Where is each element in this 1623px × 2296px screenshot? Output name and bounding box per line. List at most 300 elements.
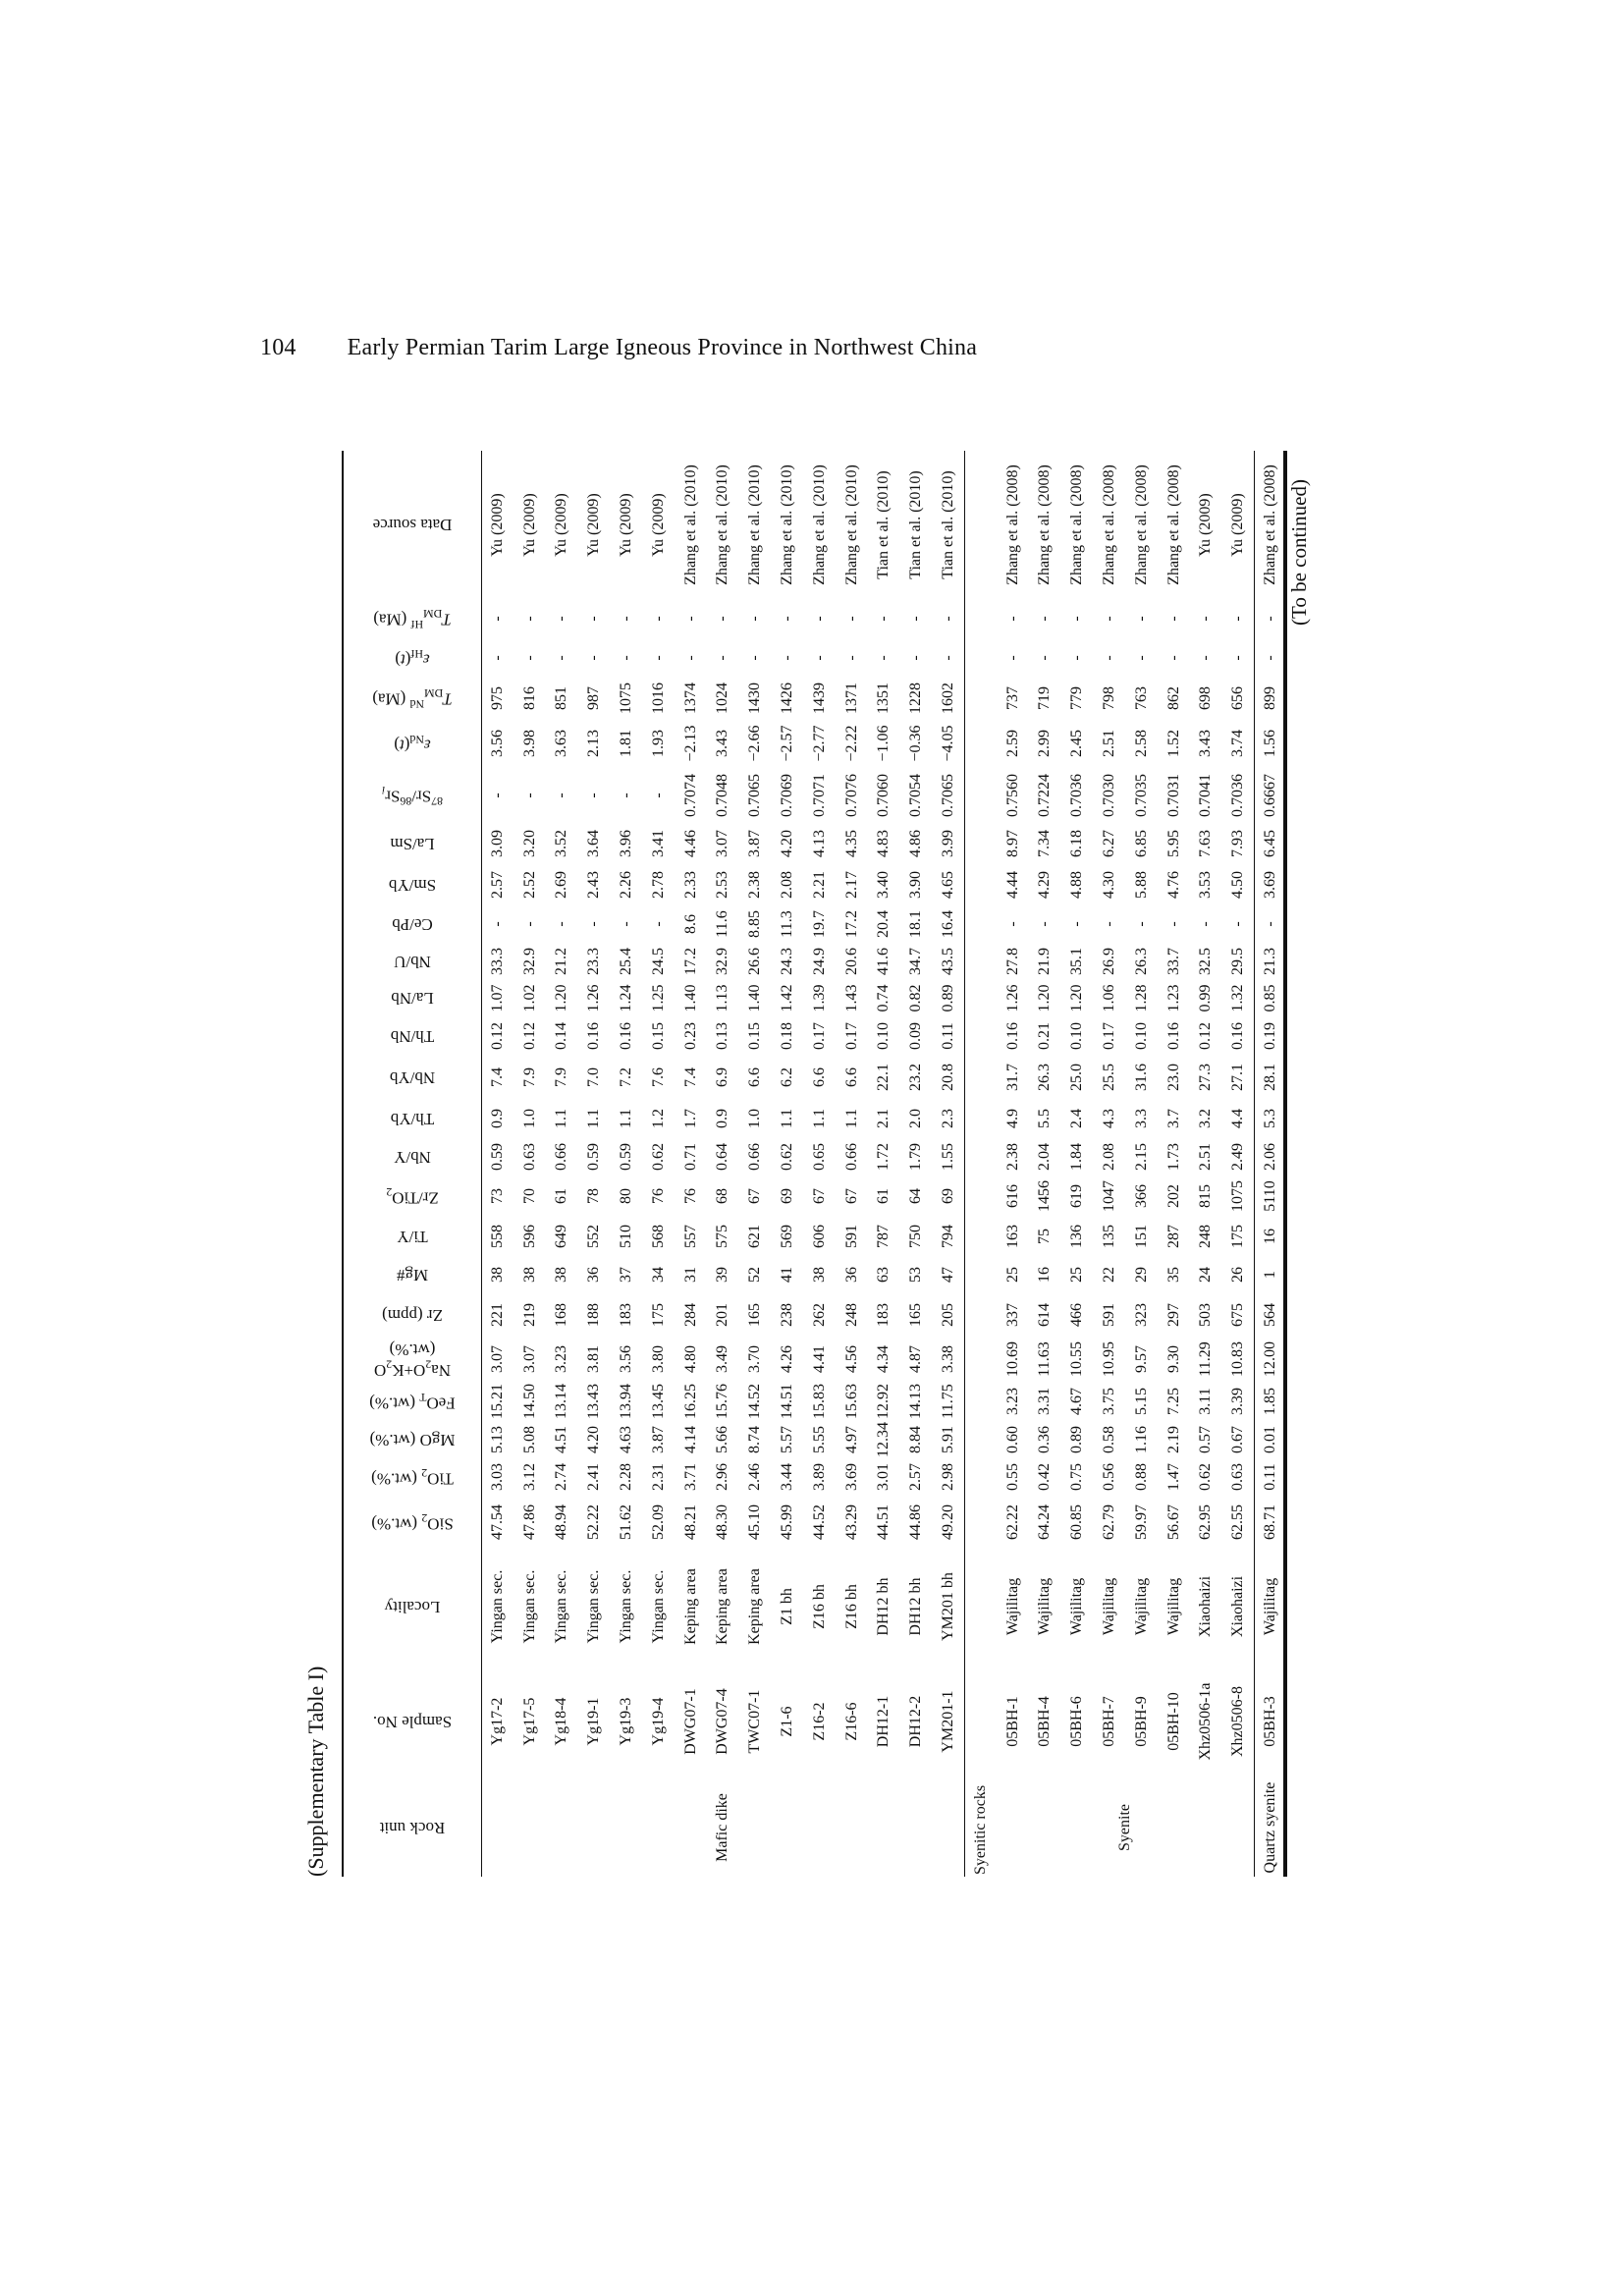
cell-nb-yb: 7.4 (489, 1067, 507, 1087)
column-header-sr87-sr86i (343, 768, 482, 823)
cell-tdm-hf: - (1101, 616, 1118, 622)
cell-la-sm: 3.09 (489, 830, 507, 857)
cell-mg-number: 63 (875, 1267, 893, 1283)
cell-tdm-hf: - (585, 616, 603, 622)
cell-zr-ppm: 219 (520, 1303, 538, 1327)
cell-la-nb: 1.43 (842, 984, 860, 1012)
cell-nb-y: 1.73 (1164, 1143, 1182, 1171)
cell-epsilon-hf: - (1101, 655, 1118, 661)
cell-sample-no: Xhz0506-1a (1197, 1682, 1215, 1761)
cell-feot: 15.63 (842, 1384, 860, 1419)
cell-nb-u: 21.9 (1036, 948, 1054, 975)
cell-th-nb: 0.16 (1164, 1022, 1182, 1050)
cell-ti-y: 606 (810, 1225, 828, 1248)
cell-zr-ppm: 188 (585, 1303, 603, 1327)
column-header-mgo (343, 1421, 482, 1458)
cell-th-yb: 0.9 (489, 1109, 507, 1128)
cell-epsilon-hf: - (714, 655, 731, 661)
cell-sr87-sr86i: 0.7074 (681, 774, 699, 817)
table-row (1190, 451, 1222, 1877)
cell-la-nb: 1.39 (810, 984, 828, 1012)
cell-sr87-sr86i: 0.7031 (1164, 774, 1182, 817)
cell-th-nb: 0.23 (681, 1022, 699, 1050)
cell-mg-number: 25 (1003, 1267, 1021, 1283)
cell-th-nb: 0.13 (714, 1022, 731, 1050)
cell-mgo: 5.57 (779, 1426, 796, 1453)
cell-tio2: 2.98 (939, 1463, 956, 1491)
column-label: FeO$_T$ (wt.%) (369, 1391, 456, 1413)
cell-ce-pb: 11.3 (779, 910, 796, 938)
cell-ce-pb: - (1132, 921, 1150, 927)
cell-sample-no: DWG07-4 (714, 1688, 731, 1755)
cell-mg-number: 38 (520, 1267, 538, 1283)
column-header-nb-u (343, 943, 482, 980)
cell-sample-no: YM201-1 (939, 1690, 956, 1753)
cell-sio2: 60.85 (1068, 1504, 1086, 1540)
cell-feot: 14.50 (520, 1384, 538, 1419)
cell-locality: Wajilitag (1003, 1577, 1021, 1636)
cell-th-yb: 4.4 (1228, 1109, 1246, 1128)
cell-nb-y: 0.59 (489, 1143, 507, 1171)
cell-na2o-k2o: 4.41 (810, 1345, 828, 1373)
column-header-ti-y (343, 1217, 482, 1256)
cell-ti-y: 557 (681, 1225, 699, 1248)
cell-mgo: 4.20 (585, 1426, 603, 1453)
cell-sample-no: Z1-6 (779, 1706, 796, 1737)
cell-mgo: 8.74 (746, 1426, 764, 1453)
cell-tio2: 0.55 (1003, 1463, 1021, 1491)
cell-sm-yb: 2.52 (520, 871, 538, 899)
cell-nb-u: 33.3 (489, 948, 507, 975)
table-row (997, 451, 1029, 1877)
cell-zr-tio2: 616 (1003, 1184, 1021, 1208)
cell-zr-tio2: 619 (1068, 1184, 1086, 1208)
cell-mg-number: 38 (489, 1267, 507, 1283)
cell-sample-no: 05BH-9 (1132, 1696, 1150, 1747)
column-label: $Na_2O+K_2O$ (wt.%) (373, 1339, 452, 1380)
cell-ce-pb: - (553, 921, 570, 927)
cell-th-nb: 0.11 (939, 1022, 956, 1050)
cell-th-nb: 0.10 (1132, 1022, 1150, 1050)
cell-tio2: 2.31 (649, 1463, 667, 1491)
cell-nb-y: 0.62 (649, 1143, 667, 1171)
cell-ce-pb: 18.1 (907, 910, 925, 938)
cell-sr87-sr86i: 0.7065 (746, 774, 764, 817)
cell-nb-u: 23.3 (585, 948, 603, 975)
cell-epsilon-hf: - (1197, 655, 1215, 661)
cell-sio2: 45.10 (746, 1504, 764, 1540)
cell-sr87-sr86i: 0.7224 (1036, 774, 1054, 817)
cell-mg-number: 36 (585, 1267, 603, 1283)
cell-mgo: 8.84 (907, 1426, 925, 1453)
cell-sio2: 44.52 (810, 1504, 828, 1540)
table-caption: (Supplementary Table I) (303, 1666, 328, 1877)
cell-sample-no: DH12-1 (875, 1695, 893, 1748)
cell-epsilon-nd: 3.74 (1228, 730, 1246, 757)
cell-ti-y: 135 (1101, 1225, 1118, 1248)
column-label: Mg# (396, 1266, 429, 1285)
cell-sr87-sr86i: - (489, 793, 507, 798)
cell-sample-no: 05BH-1 (1003, 1696, 1021, 1747)
cell-nb-y: 1.84 (1068, 1143, 1086, 1171)
cell-mg-number: 31 (681, 1267, 699, 1283)
cell-la-nb: 1.20 (553, 984, 570, 1012)
cell-la-nb: 1.20 (1036, 984, 1054, 1012)
cell-na2o-k2o: 10.55 (1068, 1341, 1086, 1377)
cell-sample-no: Yg17-5 (520, 1697, 538, 1746)
cell-epsilon-hf: - (810, 655, 828, 661)
cell-tio2: 2.57 (907, 1463, 925, 1491)
cell-ti-y: 558 (489, 1225, 507, 1248)
cell-th-nb: 0.18 (779, 1022, 796, 1050)
cell-tdm-nd: 1426 (779, 683, 796, 714)
cell-mg-number: 41 (779, 1267, 796, 1283)
cell-zr-tio2: 5110 (1255, 1175, 1287, 1217)
cell-nb-u: 27.8 (1003, 948, 1021, 975)
cell-data-source: Zhang et al. (2008) (1164, 465, 1182, 585)
cell-ce-pb: - (1101, 921, 1118, 927)
cell-mgo: 5.91 (939, 1426, 956, 1453)
cell-nb-u: 43.5 (939, 948, 956, 975)
cell-sm-yb: 2.57 (489, 871, 507, 899)
cell-nb-y: 0.66 (553, 1143, 570, 1171)
cell-tdm-hf: - (553, 616, 570, 622)
cell-tdm-nd: 763 (1132, 686, 1150, 710)
cell-la-sm: 8.97 (1003, 830, 1021, 857)
cell-sample-no: Z16-2 (810, 1702, 828, 1741)
cell-sm-yb: 3.69 (1255, 864, 1287, 905)
cell-sm-yb: 4.44 (1003, 871, 1021, 899)
column-label: La/Nb (391, 989, 434, 1009)
cell-feot: 13.45 (649, 1384, 667, 1419)
cell-zr-ppm: 591 (1101, 1303, 1118, 1327)
cell-la-sm: 6.85 (1132, 830, 1150, 857)
cell-tdm-nd: 1351 (875, 683, 893, 714)
cell-locality: Z16 bh (842, 1584, 860, 1629)
cell-tdm-hf: - (810, 616, 828, 622)
cell-sample-no: Yg19-1 (585, 1697, 603, 1746)
cell-sio2: 43.29 (842, 1504, 860, 1540)
cell-nb-yb: 31.7 (1003, 1064, 1021, 1091)
cell-ti-y: 248 (1197, 1225, 1215, 1248)
cell-epsilon-nd: −2.57 (779, 725, 796, 762)
cell-zr-tio2: 61 (553, 1188, 570, 1204)
cell-tio2: 0.11 (1255, 1458, 1287, 1496)
cell-la-sm: 7.63 (1197, 830, 1215, 857)
cell-sr87-sr86i: - (585, 793, 603, 798)
cell-tdm-hf: - (1132, 616, 1150, 622)
cell-mg-number: 39 (714, 1267, 731, 1283)
column-header-tio2 (343, 1458, 482, 1496)
cell-locality: Keping area (746, 1568, 764, 1645)
cell-sio2: 48.21 (681, 1504, 699, 1540)
cell-sample-no: Z16-6 (842, 1702, 860, 1741)
cell-nb-u: 26.3 (1132, 948, 1150, 975)
cell-th-nb: 0.17 (810, 1022, 828, 1050)
cell-locality: YM201 bh (939, 1572, 956, 1641)
column-label: MgO (wt.%) (369, 1431, 456, 1450)
cell-feot: 3.23 (1003, 1388, 1021, 1415)
column-label: Ti/Y (397, 1228, 428, 1247)
cell-epsilon-nd: 2.58 (1132, 730, 1150, 757)
cell-th-nb: 0.12 (1197, 1022, 1215, 1050)
page-number: 104 (260, 335, 297, 360)
cell-mgo: 5.13 (489, 1426, 507, 1453)
cell-th-nb: 0.16 (1003, 1022, 1021, 1050)
cell-nb-u: 26.9 (1101, 948, 1118, 975)
cell-nb-y: 1.79 (907, 1143, 925, 1171)
cell-la-sm: 4.83 (875, 830, 893, 857)
cell-sample-no: Yg17-2 (489, 1697, 507, 1746)
cell-na2o-k2o: 3.23 (553, 1345, 570, 1373)
cell-tdm-hf: - (1164, 616, 1182, 622)
cell-epsilon-nd: 3.43 (714, 730, 731, 757)
page-header (260, 335, 977, 361)
cell-ti-y: 287 (1164, 1225, 1182, 1248)
table-row (868, 451, 900, 1877)
cell-ce-pb: - (1164, 921, 1182, 927)
cell-epsilon-nd: 1.93 (649, 730, 667, 757)
cell-zr-tio2: 69 (779, 1188, 796, 1204)
cell-locality: Wajilitag (1036, 1577, 1054, 1636)
cell-mgo: 2.19 (1164, 1426, 1182, 1453)
cell-epsilon-hf: - (585, 655, 603, 661)
cell-sr87-sr86i: - (553, 793, 570, 798)
cell-nb-u: 32.5 (1197, 948, 1215, 975)
column-header-tdm-nd (343, 678, 482, 719)
column-header-locality (343, 1549, 482, 1665)
cell-na2o-k2o: 3.70 (746, 1345, 764, 1373)
cell-epsilon-hf: - (1068, 655, 1086, 661)
column-header-epsilon-hf (343, 638, 482, 678)
cell-la-sm: 5.95 (1164, 830, 1182, 857)
cell-tio2: 0.88 (1132, 1463, 1150, 1491)
cell-sr87-sr86i: 0.7560 (1003, 774, 1021, 817)
cell-tdm-nd: 779 (1068, 686, 1086, 710)
cell-epsilon-hf: - (520, 655, 538, 661)
cell-sio2: 47.86 (520, 1504, 538, 1540)
cell-th-yb: 1.1 (585, 1109, 603, 1128)
column-label: $\varepsilon_{Hf}(t)$ (395, 647, 430, 670)
cell-nb-y: 2.08 (1101, 1143, 1118, 1171)
cell-tdm-hf: - (875, 616, 893, 622)
cell-feot: 4.67 (1068, 1388, 1086, 1415)
cell-na2o-k2o: 12.00 (1255, 1337, 1287, 1382)
rotated-table-wrapper (342, 451, 1286, 1877)
cell-locality: Xiaohaizi (1228, 1575, 1246, 1638)
cell-tdm-nd: 987 (585, 686, 603, 710)
cell-la-nb: 1.25 (649, 984, 667, 1012)
cell-sio2: 48.30 (714, 1504, 731, 1540)
cell-epsilon-nd: 2.59 (1003, 730, 1021, 757)
table-row (1255, 451, 1287, 1877)
cell-ti-y: 569 (779, 1225, 796, 1248)
cell-zr-tio2: 1075 (1228, 1180, 1246, 1212)
cell-th-yb: 2.1 (875, 1109, 893, 1128)
cell-tdm-hf: - (746, 616, 764, 622)
cell-la-nb: 0.85 (1255, 980, 1287, 1016)
cell-epsilon-nd: 3.63 (553, 730, 570, 757)
cell-epsilon-hf: - (1164, 655, 1182, 661)
cell-zr-ppm: 466 (1068, 1303, 1086, 1327)
cell-sio2: 62.22 (1003, 1504, 1021, 1540)
cell-epsilon-nd: 2.45 (1068, 730, 1086, 757)
cell-nb-y: 2.38 (1003, 1143, 1021, 1171)
column-header-zr-ppm (343, 1293, 482, 1337)
cell-mg-number: 38 (810, 1267, 828, 1283)
table-row (707, 451, 739, 1877)
cell-la-nb: 0.74 (875, 984, 893, 1012)
cell-nb-y: 2.51 (1197, 1143, 1215, 1171)
cell-sm-yb: 3.53 (1197, 871, 1215, 899)
cell-sample-no: 05BH-7 (1101, 1696, 1118, 1747)
cell-feot: 15.76 (714, 1384, 731, 1419)
running-title: Early Permian Tarim Large Igneous Province in Northwest China (347, 335, 978, 360)
cell-feot: 5.15 (1132, 1388, 1150, 1415)
cell-na2o-k2o: 9.57 (1132, 1345, 1150, 1373)
cell-tdm-hf: - (1197, 616, 1215, 622)
cell-zr-ppm: 221 (489, 1303, 507, 1327)
cell-sample-no: 05BH-6 (1068, 1696, 1086, 1747)
cell-th-yb: 5.3 (1255, 1099, 1287, 1138)
cell-epsilon-nd: −2.66 (746, 725, 764, 762)
cell-sio2: 64.24 (1036, 1504, 1054, 1540)
cell-la-sm: 7.93 (1228, 830, 1246, 857)
column-header-la-sm (343, 823, 482, 864)
cell-tio2: 0.63 (1228, 1463, 1246, 1491)
cell-tdm-hf: - (939, 616, 956, 622)
cell-la-sm: 4.20 (779, 830, 796, 857)
cell-mg-number: 1 (1255, 1256, 1287, 1293)
cell-ti-y: 16 (1255, 1217, 1287, 1256)
column-header-sio2 (343, 1496, 482, 1549)
cell-ti-y: 596 (520, 1225, 538, 1248)
cell-ce-pb: - (1003, 921, 1021, 927)
cell-data-source: Zhang et al. (2010) (810, 465, 828, 585)
cell-nb-yb: 25.5 (1101, 1064, 1118, 1091)
cell-sio2: 59.97 (1132, 1504, 1150, 1540)
cell-th-nb: 0.15 (649, 1022, 667, 1050)
cell-ti-y: 621 (746, 1225, 764, 1248)
cell-nb-yb: 27.1 (1228, 1064, 1246, 1091)
cell-zr-ppm: 183 (875, 1303, 893, 1327)
cell-nb-yb: 20.8 (939, 1064, 956, 1091)
cell-sm-yb: 4.76 (1164, 871, 1182, 899)
column-header-tdm-hf (343, 599, 482, 638)
cell-feot: 14.52 (746, 1384, 764, 1419)
cell-tio2: 3.69 (842, 1463, 860, 1491)
cell-epsilon-hf: - (907, 655, 925, 661)
cell-zr-ppm: 614 (1036, 1303, 1054, 1327)
cell-ti-y: 750 (907, 1225, 925, 1248)
table-row (836, 451, 868, 1877)
cell-la-nb: 0.89 (939, 984, 956, 1012)
cell-feot: 1.85 (1255, 1382, 1287, 1421)
cell-data-source: Zhang et al. (2010) (779, 465, 796, 585)
cell-epsilon-hf: - (1255, 638, 1287, 678)
cell-th-nb: 0.17 (1101, 1022, 1118, 1050)
cell-zr-ppm: 168 (553, 1303, 570, 1327)
cell-nb-u: 20.6 (842, 948, 860, 975)
cell-tdm-nd: 1371 (842, 683, 860, 714)
cell-th-yb: 3.3 (1132, 1109, 1150, 1128)
column-label: Zr/TiO$_2$ (386, 1185, 439, 1208)
cell-sample-no: Xhz0506-8 (1228, 1686, 1246, 1757)
column-label: Nb/Y (394, 1148, 431, 1168)
cell-th-yb: 5.5 (1036, 1109, 1054, 1128)
cell-sr87-sr86i: 0.6667 (1255, 768, 1287, 823)
cell-feot: 12.92 (875, 1384, 893, 1419)
cell-ce-pb: 8.6 (681, 914, 699, 934)
cell-zr-tio2: 61 (875, 1188, 893, 1204)
cell-zr-ppm: 175 (649, 1303, 667, 1327)
rotated-table (342, 451, 1287, 1877)
cell-epsilon-nd: 3.98 (520, 730, 538, 757)
table-row (1125, 451, 1158, 1877)
cell-sr87-sr86i: 0.7036 (1068, 774, 1086, 817)
cell-zr-ppm: 323 (1132, 1303, 1150, 1327)
cell-sample-no: Yg19-4 (649, 1697, 667, 1746)
cell-tdm-nd: 1430 (746, 683, 764, 714)
cell-tdm-nd: 1439 (810, 683, 828, 714)
cell-zr-tio2: 80 (618, 1188, 635, 1204)
cell-tio2: 2.96 (714, 1463, 731, 1491)
cell-tdm-nd: 899 (1255, 678, 1287, 719)
cell-nb-yb: 27.3 (1197, 1064, 1215, 1091)
cell-la-nb: 1.20 (1068, 984, 1086, 1012)
cell-na2o-k2o: 4.34 (875, 1345, 893, 1373)
cell-th-nb: 0.16 (618, 1022, 635, 1050)
cell-ce-pb: - (520, 921, 538, 927)
cell-la-nb: 1.24 (618, 984, 635, 1012)
table-head (343, 451, 482, 1877)
cell-zr-tio2: 67 (842, 1188, 860, 1204)
column-header-rock-unit (343, 1778, 482, 1877)
cell-la-sm: 3.20 (520, 830, 538, 857)
cell-zr-tio2: 815 (1197, 1184, 1215, 1208)
cell-tdm-hf: - (1036, 616, 1054, 622)
cell-sio2: 51.62 (618, 1504, 635, 1540)
cell-nb-u: 21.3 (1255, 943, 1287, 980)
cell-th-yb: 1.1 (842, 1109, 860, 1128)
cell-sm-yb: 2.08 (779, 871, 796, 899)
cell-th-nb: 0.10 (875, 1022, 893, 1050)
cell-nb-u: 32.9 (520, 948, 538, 975)
column-label: $^{87}Sr/^{86}Sr_i$ (381, 783, 444, 808)
cell-zr-tio2: 366 (1132, 1184, 1150, 1208)
cell-th-nb: 0.12 (489, 1022, 507, 1050)
cell-epsilon-nd: 1.56 (1255, 719, 1287, 768)
table-row (1094, 451, 1126, 1877)
column-header-data-source (343, 451, 482, 599)
column-header-nb-y (343, 1138, 482, 1175)
cell-locality: Yingan sec. (618, 1569, 635, 1644)
cell-tdm-hf: - (779, 616, 796, 622)
cell-mgo: 12.34 (875, 1422, 893, 1457)
table-bottom-rule (1283, 451, 1286, 1877)
cell-locality: Z16 bh (810, 1584, 828, 1629)
cell-th-yb: 2.0 (907, 1109, 925, 1128)
cell-tdm-hf: - (1003, 616, 1021, 622)
cell-th-yb: 1.1 (618, 1109, 635, 1128)
cell-nb-yb: 6.6 (842, 1067, 860, 1087)
cell-mgo: 4.63 (618, 1426, 635, 1453)
cell-zr-tio2: 67 (810, 1188, 828, 1204)
column-header-zr-tio2 (343, 1175, 482, 1217)
table-row (675, 451, 707, 1877)
cell-tdm-nd: 1374 (681, 683, 699, 714)
cell-la-sm: 3.41 (649, 830, 667, 857)
